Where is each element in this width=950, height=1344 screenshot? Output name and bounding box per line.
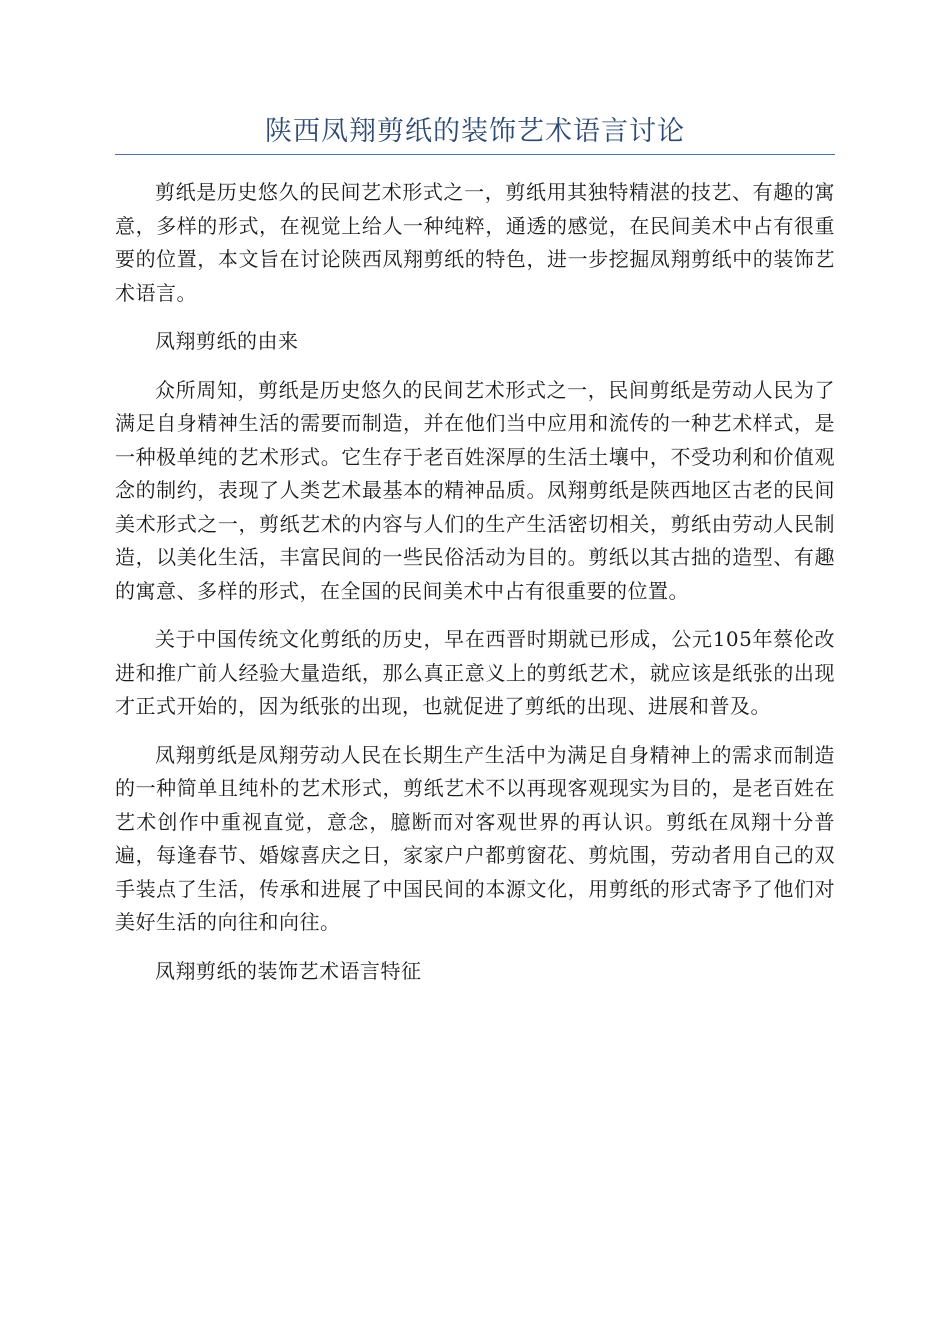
origin-paragraph-2: 关于中国传统文化剪纸的历史，早在西晋时期就已形成，公元105年蔡伦改进和推广前人经验大量造纸，那么真正意义上的剪纸艺术，就应该是纸张的出现才正式开始的，因为纸张的出现，也就促进了剪纸的出现、进展和普及。 xyxy=(115,627,835,718)
document-body xyxy=(115,176,835,1003)
title-underline xyxy=(115,154,835,155)
intro-paragraph: 剪纸是历史悠久的民间艺术形式之一，剪纸用其独特精湛的技艺、有趣的寓意，多样的形式，在视觉上给人一种纯粹，通透的感觉，在民间美术中占有很重要的位置，本文旨在讨论陕西凤翔剪纸的特色，进一步挖掘凤翔剪纸中的装饰艺术语言。 xyxy=(115,180,835,305)
origin-paragraph-1: 众所周知，剪纸是历史悠久的民间艺术形式之一，民间剪纸是劳动人民为了满足自身精神生活的需要而制造，并在他们当中应用和流传的一种艺术样式，是一种极单纯的艺术形式。它生存于老百姓深厚的生活土壤中，不受功利和价值观念的制约，表现了人类艺术最基本的精神品质。凤翔剪纸是陕西地区古老的民间美术形式之一，剪纸艺术的内容与人们的生产生活密切相关，剪纸由劳动人民制造，以美化生活，丰富民间的一些民俗活动为目的。剪纸以其古拙的造型、有趣的寓意、多样的形式，在全国的民间美术中占有很重要的位置。 xyxy=(115,377,835,603)
section-heading-origin: 凤翔剪纸的由来 xyxy=(155,329,299,353)
section-heading-features: 凤翔剪纸的装饰艺术语言特征 xyxy=(155,958,422,983)
origin-paragraph-3: 凤翔剪纸是凤翔劳动人民在长期生产生活中为满足自身精神上的需求而制造的一种简单且纯朴的艺术形式，剪纸艺术不以再现客观现实为目的，是老百姓在艺术创作中重视直觉，意念，臆断而对客观世界的再认识。剪纸在凤翔十分普遍，每逢春节、婚嫁喜庆之日，家家户户都剪窗花、剪炕围，劳动者用自己的双手装点了生活，传承和进展了中国民间的本源文化，用剪纸的形式寄予了他们对美好生活的向往和向往。 xyxy=(115,742,835,934)
document-title: 陕西凤翔剪纸的装饰艺术语言讨论 xyxy=(265,116,685,147)
